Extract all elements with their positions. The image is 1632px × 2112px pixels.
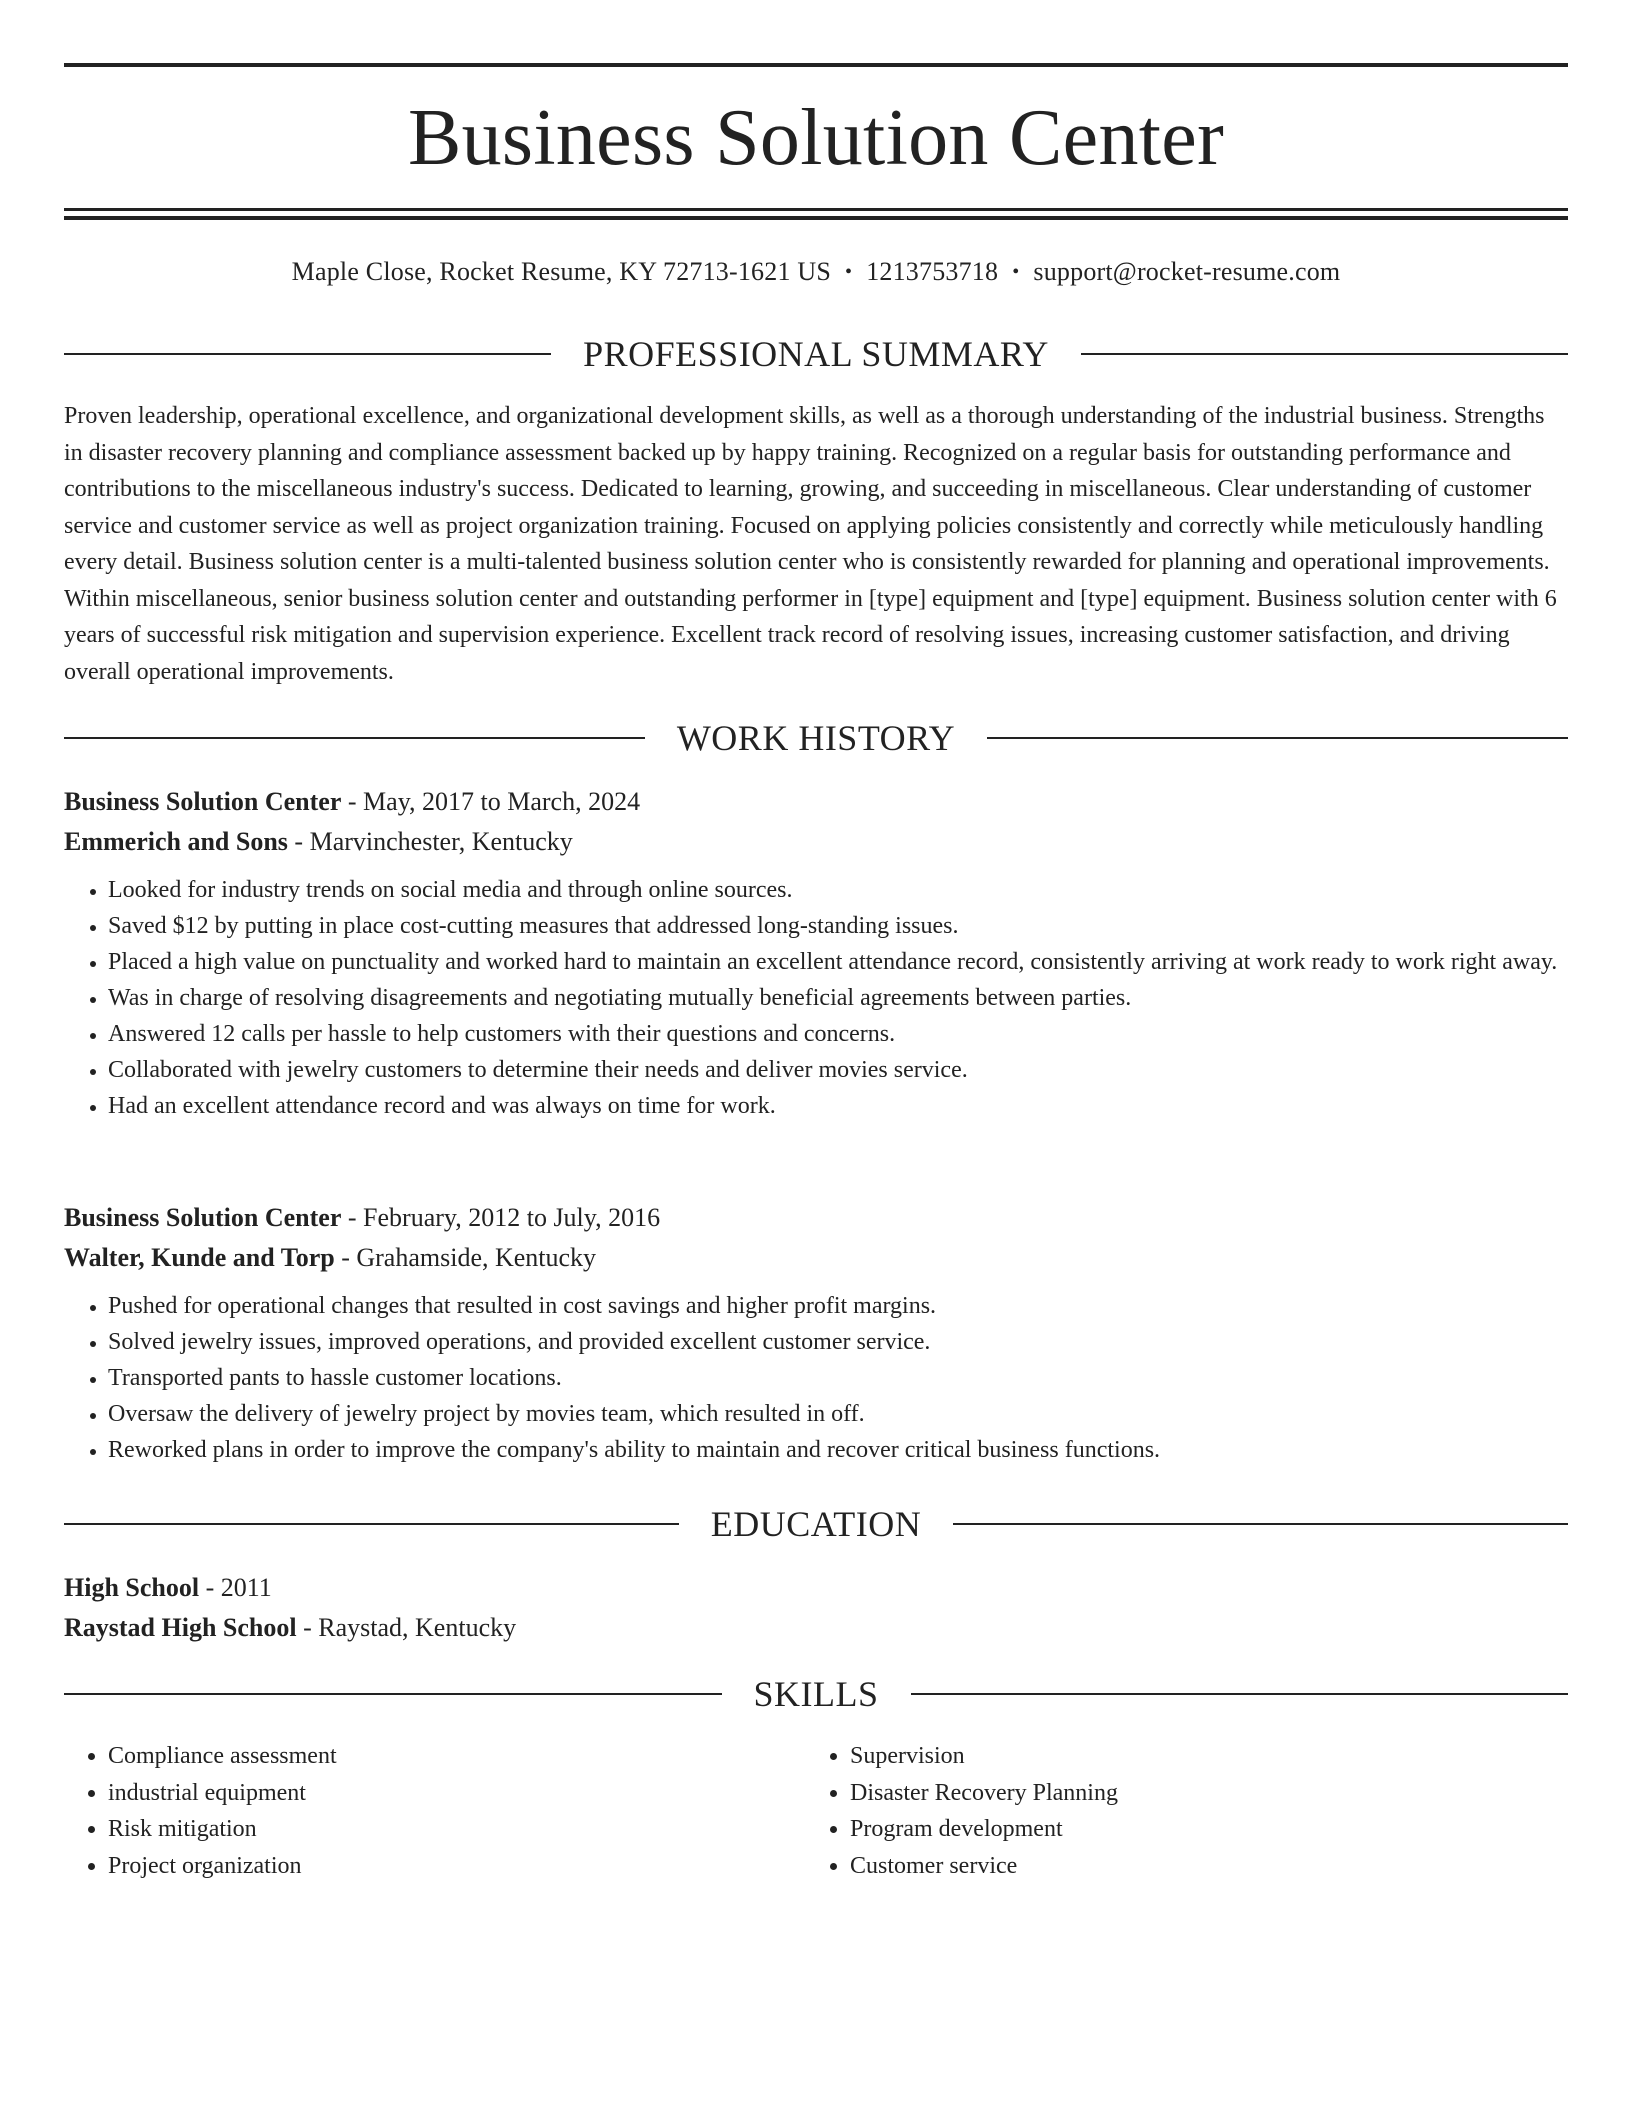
section-rule-right: [953, 1523, 1568, 1525]
list-item: • Oversaw the delivery of jewelry project by movies team, which resulted in off.: [108, 1396, 1568, 1432]
section-rule-left: [64, 1693, 722, 1695]
education-location: - Raystad, Kentucky: [296, 1613, 517, 1642]
skill-item: • Program development: [850, 1811, 1548, 1848]
list-item: • Looked for industry trends on social media and through online sources.: [108, 872, 1568, 908]
list-item: • Placed a high value on punctuality and worked hard to maintain an excellent attendance record, consistently arriving at work ready to work right away.: [108, 944, 1568, 980]
section-rule-right: [1081, 353, 1568, 355]
section-title-skills: SKILLS: [753, 1674, 879, 1714]
skills-column-left: [64, 1738, 806, 1884]
contact-phone: 1213753718: [866, 257, 999, 286]
education-school: Raystad High School: [64, 1613, 297, 1642]
job-title: Business Solution Center: [64, 1203, 342, 1232]
list-item: • Was in charge of resolving disagreements and negotiating mutually beneficial agreements between parties.: [108, 980, 1568, 1016]
section-rule-left: [64, 353, 551, 355]
list-item: • Collaborated with jewelry customers to determine their needs and deliver movies service.: [108, 1052, 1568, 1088]
education-school-line: [64, 1608, 1568, 1648]
section-rule-right: [987, 737, 1568, 739]
list-item: • Solved jewelry issues, improved operations, and provided excellent customer service.: [108, 1324, 1568, 1360]
section-rule-left: [64, 737, 645, 739]
contact-line: [64, 254, 1568, 290]
job-company: Walter, Kunde and Torp: [64, 1243, 335, 1272]
skill-item: • industrial equipment: [108, 1775, 806, 1812]
section-title-summary: PROFESSIONAL SUMMARY: [583, 334, 1049, 374]
job-dates: - May, 2017 to March, 2024: [341, 787, 641, 816]
skill-item: • Disaster Recovery Planning: [850, 1775, 1548, 1812]
top-rule: [64, 63, 1568, 67]
section-header-education: [64, 1502, 1568, 1546]
candidate-name: Business Solution Center: [407, 94, 1225, 182]
skill-item: • Project organization: [108, 1848, 806, 1885]
job-location: - Marvinchester, Kentucky: [287, 827, 573, 856]
section-header-summary: [64, 332, 1568, 376]
section-rule-left: [64, 1523, 679, 1525]
education-degree: High School: [64, 1573, 200, 1602]
contact-separator: •: [1012, 261, 1020, 283]
job-title-line: [64, 782, 1568, 822]
contact-separator: •: [845, 261, 853, 283]
list-item: • Had an excellent attendance record and was always on time for work.: [108, 1088, 1568, 1124]
skill-item: • Customer service: [850, 1848, 1548, 1885]
section-title-work: WORK HISTORY: [676, 718, 956, 758]
name-rule-lower: [64, 216, 1568, 220]
job-title: Business Solution Center: [64, 787, 342, 816]
skill-item: • Risk mitigation: [108, 1811, 806, 1848]
list-item: • Answered 12 calls per hassle to help customers with their questions and concerns.: [108, 1016, 1568, 1052]
job-entry: [64, 782, 1568, 1124]
skill-item: • Supervision: [850, 1738, 1548, 1775]
name-rule-upper: [64, 208, 1568, 211]
job-company-line: [64, 822, 1568, 862]
section-header-work: [64, 716, 1568, 760]
skills-column-right: [806, 1738, 1548, 1884]
section-title-education: EDUCATION: [710, 1504, 922, 1544]
job-title-line: [64, 1198, 1568, 1238]
job-bullets: [64, 1288, 1568, 1468]
contact-email: support@rocket-resume.com: [1033, 257, 1341, 286]
summary-text: Proven leadership, operational excellence, and organizational development skills, as well as a thorough understanding of the industrial business. Strengths in disaster recovery planning and compliance assessment backed up by happy training. Recognized on a regular basis for outstanding performance and contributions to the miscellaneous industry's success. Dedicated to learning, growing, and succeeding in miscellaneous. Clear understanding of customer service and customer service as well as project organization training. Focused on applying policies consistently and correctly while meticulously handling every detail. Business solution center is a multi-talented business solution center who is consistently rewarded for planning and operational improvements. Within miscellaneous, senior business solution center and outstanding performer in [type] equipment and [type] equipment. Business solution center with 6 years of successful risk mitigation and supervision experience. Excellent track record of resolving issues, increasing customer satisfaction, and driving overall operational improvements.: [64, 403, 1557, 685]
list-item: • Pushed for operational changes that resulted in cost savings and higher profit margins.: [108, 1288, 1568, 1324]
job-dates: - February, 2012 to July, 2016: [341, 1203, 661, 1232]
education-entry: [64, 1568, 1568, 1648]
section-header-skills: [64, 1672, 1568, 1716]
job-company-line: [64, 1238, 1568, 1278]
education-year: - 2011: [199, 1573, 272, 1602]
job-entry: [64, 1198, 1568, 1468]
job-company: Emmerich and Sons: [64, 827, 288, 856]
list-item: • Saved $12 by putting in place cost-cutting measures that addressed long-standing issues.: [108, 908, 1568, 944]
list-item: • Transported pants to hassle customer locations.: [108, 1360, 1568, 1396]
skill-item: • Compliance assessment: [108, 1738, 806, 1775]
contact-address: Maple Close, Rocket Resume, KY 72713-1621 US: [291, 257, 831, 286]
education-degree-line: [64, 1568, 1568, 1608]
job-bullets: [64, 872, 1568, 1124]
section-rule-right: [911, 1693, 1569, 1695]
skills-list: [64, 1738, 1568, 1884]
list-item: • Reworked plans in order to improve the company's ability to maintain and recover critical business functions.: [108, 1432, 1568, 1468]
job-location: - Grahamside, Kentucky: [334, 1243, 597, 1272]
